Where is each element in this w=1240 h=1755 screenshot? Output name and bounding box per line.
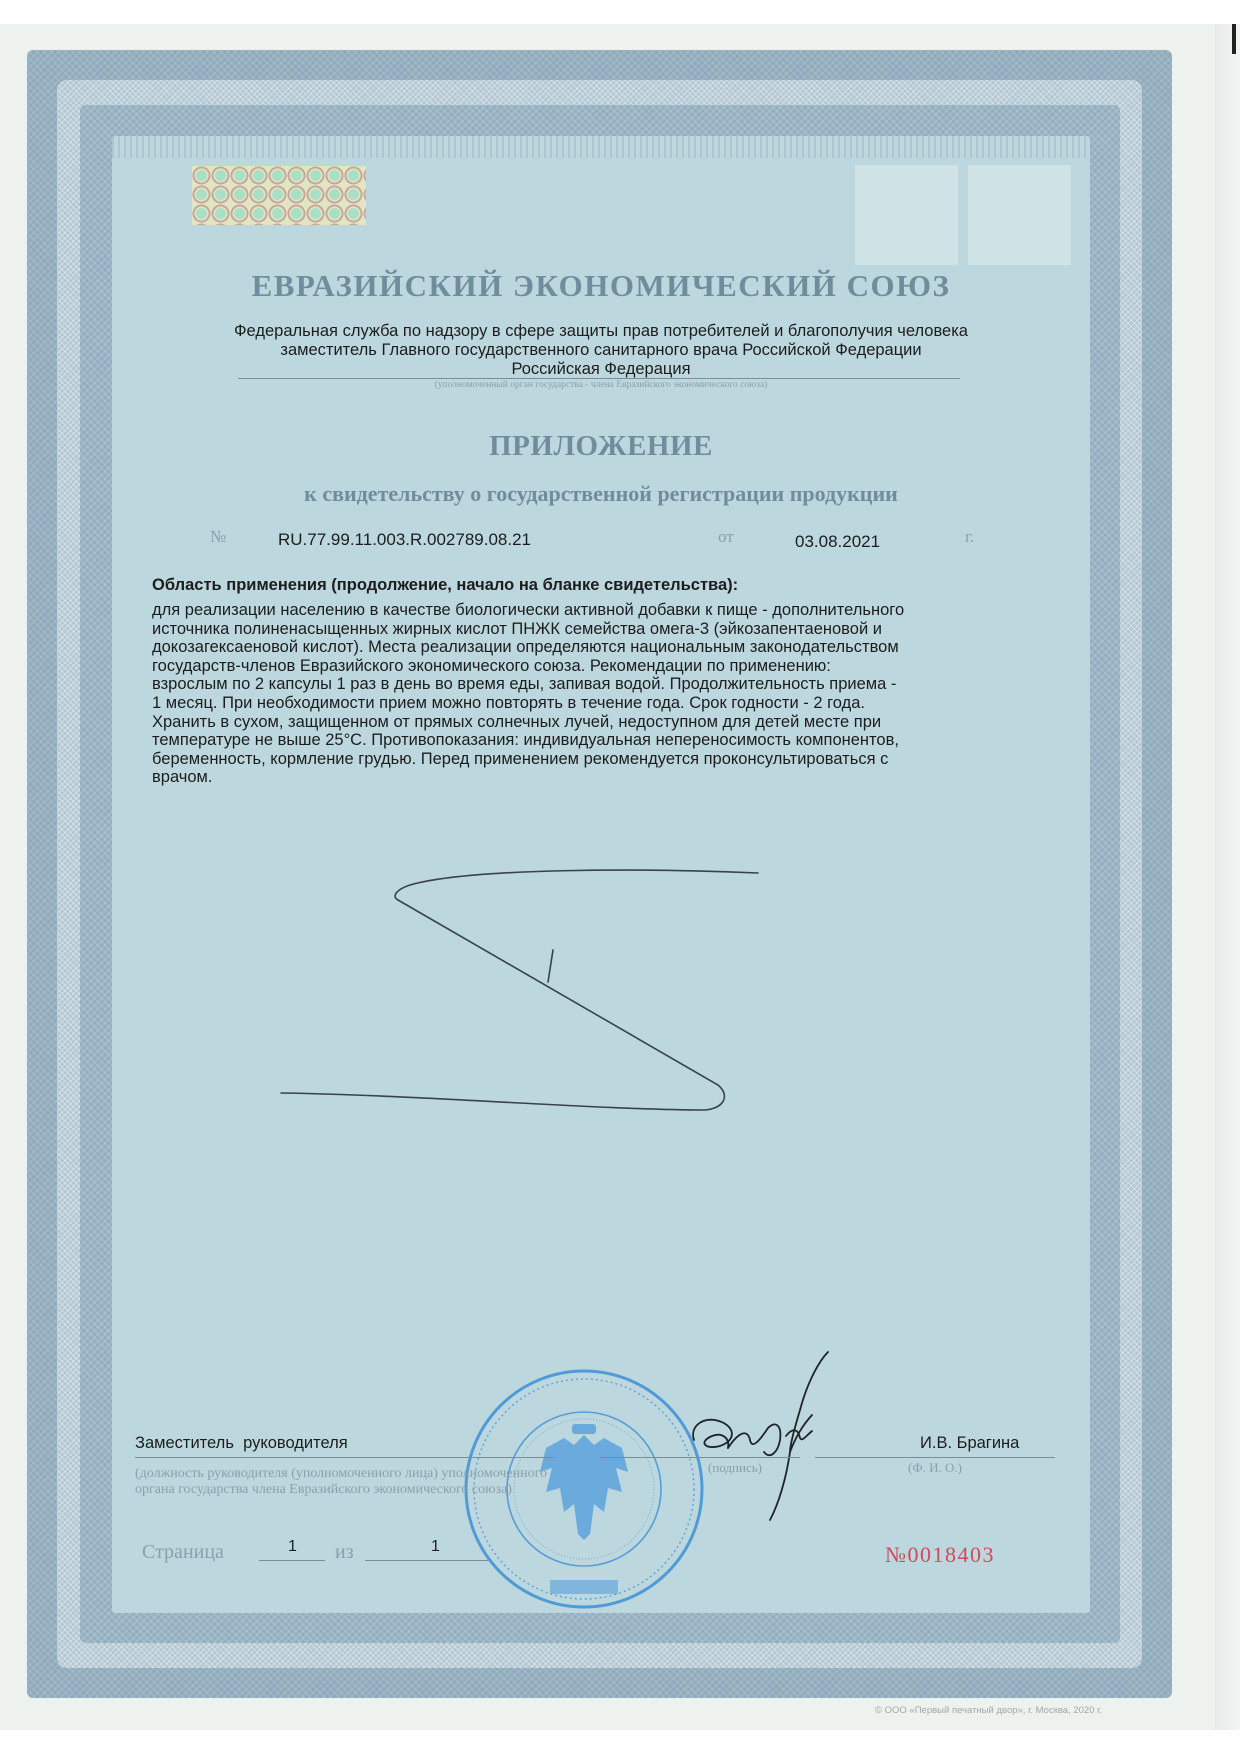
appendix-subtitle: к свидетельству о государственной регистрации продукции (304, 481, 898, 506)
scope-line: беременность, кормление грудью. Перед применением рекомендуется проконсультироваться с (152, 749, 889, 768)
scope-heading: Область применения (продолжение, начало на бланке свидетельства): (152, 576, 739, 594)
signatory-name: И.В. Брагина (920, 1434, 1020, 1452)
page-rule (259, 1560, 325, 1561)
year-suffix: г. (965, 527, 975, 546)
name-rule (815, 1457, 1055, 1458)
scope-line: температуре не выше 25°С. Противопоказания: индивидуальная непереносимость компонентов, (152, 731, 899, 750)
appendix-title: ПРИЛОЖЕНИЕ (489, 430, 713, 462)
signature-rule (600, 1457, 800, 1458)
handwritten-signature-icon (693, 1352, 828, 1520)
certificate-date: 03.08.2021 (795, 532, 881, 551)
scope-line: взрослым по 2 капсулы 1 раз в день во время еды, запивая водой. Продолжительность приема - (152, 675, 897, 694)
total-rule (365, 1560, 488, 1561)
z-cancellation-mark-icon (281, 870, 758, 1110)
issuer-caption: (уполномоченный орган государства - члена Евразийского экономического союза) (434, 380, 768, 390)
scope-line: источника полиненасыщенных жирных кислот ПНЖК семейства омега-3 (эйкозапентаеновой и (152, 619, 882, 638)
page-label: Страница (142, 1541, 224, 1563)
of-label: из (335, 1541, 354, 1563)
form-serial-number: №0018403 (885, 1542, 995, 1567)
scope-line: докозагексаеновой кислот). Места реализации определяются национальным законодательством (152, 638, 899, 657)
role-caption: (должность руководителя (уполномоченного лица) уполномоченного органа государства члена Евразийского экономического союза) (135, 1466, 548, 1497)
union-title: ЕВРАЗИЙСКИЙ ЭКОНОМИЧЕСКИЙ СОЮЗ (251, 268, 951, 303)
scope-line: для реализации населению в качестве биологически активной добавки к пище - дополнительного (152, 601, 905, 619)
issuer-line-2: заместитель Главного государственного санитарного врача Российской Федерации (280, 341, 922, 359)
issuer-line-1: Федеральная служба по надзору в сфере защиты прав потребителей и благополучия человека (234, 322, 968, 340)
scope-line: врачом. (152, 768, 213, 787)
certificate-number: RU.77.99.11.003.R.002789.08.21 (278, 530, 531, 549)
scope-line: Хранить в сухом, защищенном от прямых солнечных лучей, недоступном для детей месте при (152, 712, 882, 731)
page-total: 1 (431, 1538, 440, 1555)
signature-caption: (подпись) (708, 1460, 762, 1475)
issuer-line-3: Российская Федерация (511, 360, 691, 378)
name-caption: (Ф. И. О.) (908, 1460, 962, 1475)
scope-line: государств-членов Евразийского экономического союза. Рекомендации по применению: (152, 656, 831, 675)
date-label: от (718, 527, 734, 546)
printer-imprint: © ООО «Первый печатный двор», г. Москва, 2020 г. (875, 1705, 1103, 1716)
number-label: № (210, 527, 227, 546)
signatory-role: Заместитель руководителя (135, 1434, 348, 1452)
page-number: 1 (288, 1538, 297, 1555)
scope-line: 1 месяц. При необходимости прием можно повторять в течение года. Срок годности - 2 года. (152, 693, 865, 712)
role-rule (135, 1457, 555, 1458)
